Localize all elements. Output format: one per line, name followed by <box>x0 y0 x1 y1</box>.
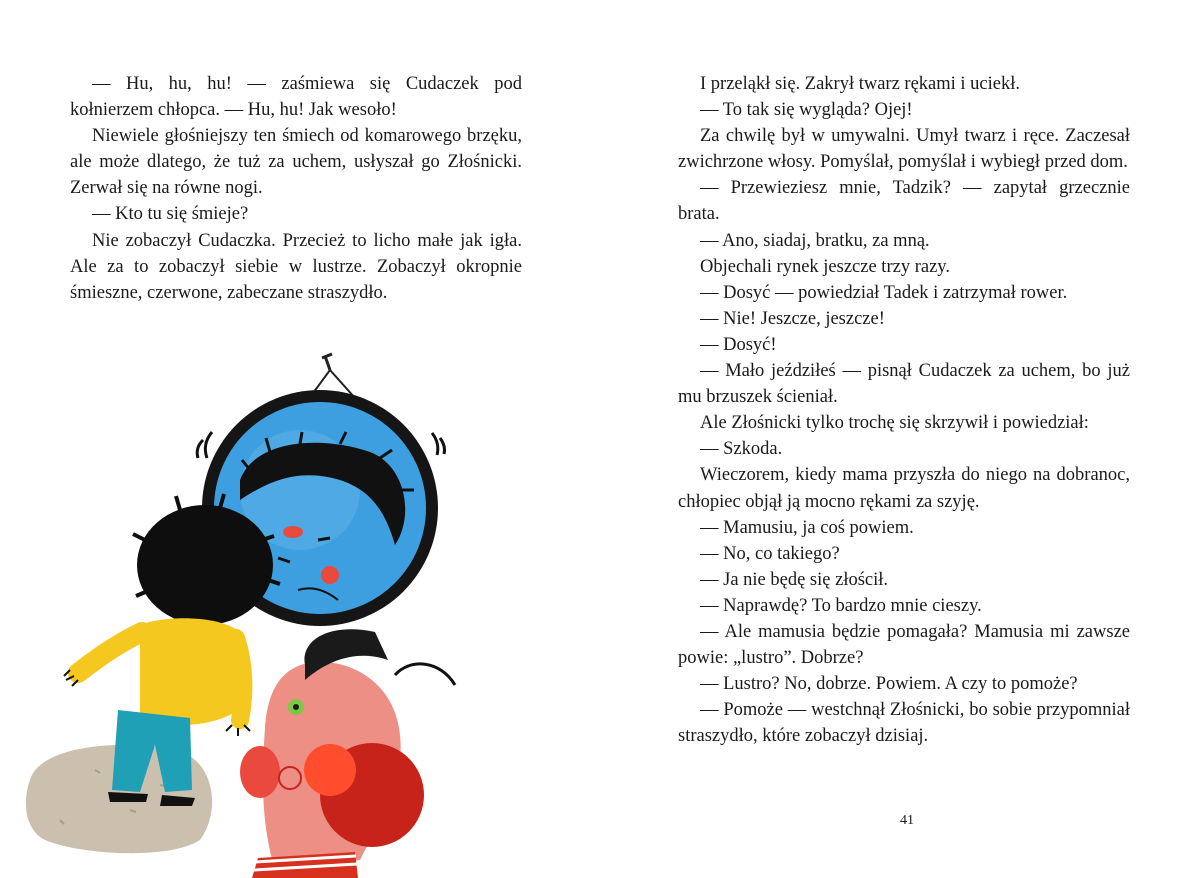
page-number: 41 <box>900 813 914 828</box>
paragraph: — Dosyć — powiedział Tadek i zatrzymał rower. <box>700 282 1068 303</box>
paragraph: — Mamusiu, ja coś powiem. <box>700 517 914 538</box>
paragraph: — Nie! Jeszcze, jeszcze! <box>700 308 885 329</box>
paragraph: Nie zobaczył Cudaczka. Przecież to licho małe jak igła. Ale za to zobaczył siebie w lustrze. Zobaczył okropnie śmieszne, czerwone, zabeczane straszydło. <box>70 230 522 303</box>
paragraph: — Szkoda. <box>700 439 783 460</box>
paragraph: — Ja nie będę się złościł. <box>700 569 889 590</box>
paragraph: — Lustro? No, dobrze. Powiem. A czy to pomoże? <box>700 674 1078 695</box>
left-page-text <box>70 71 522 306</box>
boy-hair <box>137 505 273 625</box>
paragraph: — Przewieziesz mnie, Tadzik? — zapytał grzecznie brata. <box>678 178 1130 225</box>
paragraph: — Mało jeździłeś — pisnął Cudaczek za uchem, bo już mu brzuszek ścieniał. <box>678 361 1130 408</box>
paragraph: Niewiele głośniejszy ten śmiech od komarowego brzęku, ale może dlatego, że tuż za uchem, usłyszał go Złośnicki. Zerwał się na równe nogi. <box>70 126 522 199</box>
paragraph: — Pomoże — westchnął Złośnicki, bo sobie przypomniał straszydło, które zobaczył dzisiaj. <box>678 700 1130 747</box>
paragraph: Objechali rynek jeszcze trzy razy. <box>700 256 950 277</box>
paragraph: — Dosyć! <box>700 334 777 355</box>
right-page <box>600 0 1200 878</box>
right-page-text <box>678 71 1130 749</box>
paragraph: I przeląkł się. Zakrył twarz rękami i uciekł. <box>700 74 1021 94</box>
paragraph: — Naprawdę? To bardzo mnie cieszy. <box>700 595 982 616</box>
paragraph: Za chwilę był w umywalni. Umył twarz i ręce. Zaczesał zwichrzone włosy. Pomyślał, pomyślał i wybiegł przed dom. <box>678 126 1130 173</box>
paragraph: — Ano, siadaj, bratku, za mną. <box>700 230 930 251</box>
paragraph: — To tak się wygląda? Ojej! <box>700 100 913 121</box>
paragraph: — Ale mamusia będzie pomagała? Mamusia mi zawsze powie: „lustro”. Dobrze? <box>678 621 1130 669</box>
illustration-boy-mirror <box>0 340 600 878</box>
paragraph: — No, co takiego? <box>700 543 840 564</box>
paragraph: Wieczorem, kiedy mama przyszła do niego na dobranoc, chłopiec objął ją mocno rękami za szyję. <box>678 465 1130 512</box>
paragraph: — Hu, hu, hu! — zaśmiewa się Cudaczek pod kołnierzem chłopca. — Hu, hu! Jak wesoło! <box>70 74 522 121</box>
paragraph: — Kto tu się śmieje? <box>92 204 249 225</box>
paragraph: Ale Złośnicki tylko trochę się skrzywił i powiedział: <box>700 413 1089 434</box>
